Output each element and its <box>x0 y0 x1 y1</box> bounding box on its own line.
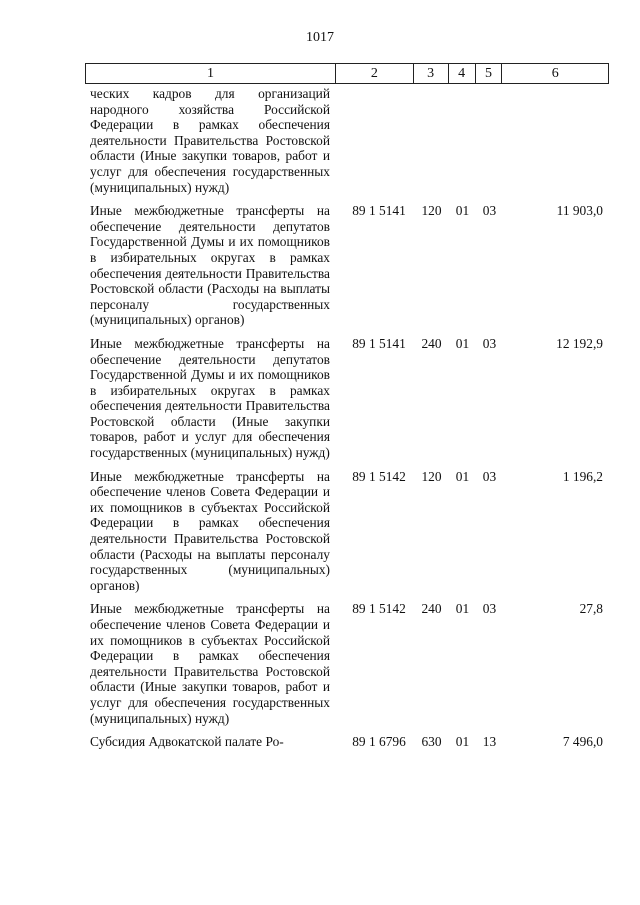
row-subsection: 13 <box>482 734 497 750</box>
row-description: Иные межбюджетные трансферты на обеспечение деятельности депутатов Государственной Думы и их помощников в избирательных округах в рамках обеспечения деятельности Правительства Ростовской области (Расходы на выплаты персоналу государственных (муниципальных) органов) <box>90 203 330 328</box>
column-header-1: 1 <box>86 64 336 83</box>
table-row <box>85 86 609 195</box>
table-row <box>85 734 609 750</box>
row-expense-type: 120 <box>421 468 442 484</box>
row-description: Субсидия Адвокатской палате Ро- <box>90 734 284 750</box>
table-row <box>85 601 609 726</box>
row-section: 01 <box>455 468 470 484</box>
row-amount: 7 496,0 <box>562 734 603 750</box>
row-expense-type: 240 <box>421 335 442 351</box>
row-description: Иные межбюджетные трансферты на обеспечение членов Совета Федерации и их помощников в субъектах Российской Федерации в рамках обеспечения деятельности Правительства Ростовской области (Иные закупки товаров, работ и услуг для обеспечения государственных (муниципальных) нужд) <box>90 601 330 726</box>
row-code: 89 1 5142 <box>352 601 406 617</box>
row-description: Иные межбюджетные трансферты на обеспечение членов Совета Федерации и их помощников в субъектах Российской Федерации в рамках обеспечения деятельности Правительства Ростовской области (Расходы на выплаты персоналу государственных (муниципальных) органов) <box>90 468 330 593</box>
table-body <box>85 86 609 758</box>
row-amount: 27,8 <box>579 601 603 617</box>
row-expense-type <box>414 86 449 195</box>
row-code: 89 1 6796 <box>352 734 406 750</box>
row-code: 89 1 5141 <box>352 203 406 219</box>
row-section: 01 <box>455 734 470 750</box>
table-row <box>85 469 609 594</box>
row-expense-type: 120 <box>421 203 442 219</box>
column-header-2: 2 <box>336 64 414 83</box>
row-expense-type: 630 <box>421 734 442 750</box>
row-description: Иные межбюджетные трансферты на обеспечение деятельности депутатов Государственной Думы и их помощников в избирательных округах в рамках обеспечения деятельности Правительства Ростовской области (Иные закупки товаров, работ и услуг для обеспечения государственных (муниципальных) нужд) <box>90 335 330 461</box>
row-subsection <box>476 86 503 195</box>
row-subsection: 03 <box>482 601 497 617</box>
table-row <box>85 203 609 328</box>
row-subsection: 03 <box>482 335 497 351</box>
row-section: 01 <box>455 601 470 617</box>
page-number: 1017 <box>306 30 334 45</box>
column-header-6: 6 <box>551 66 559 81</box>
table-header <box>85 63 609 84</box>
column-header-4: 4 <box>449 64 476 83</box>
row-section: 01 <box>455 203 470 219</box>
row-subsection: 03 <box>482 203 497 219</box>
row-subsection: 03 <box>482 468 497 484</box>
row-section <box>449 86 476 195</box>
row-code: 89 1 5142 <box>352 468 406 484</box>
row-code: 89 1 5141 <box>352 335 406 351</box>
row-code <box>336 86 414 195</box>
row-section: 01 <box>455 335 470 351</box>
row-amount: 11 903,0 <box>556 203 603 219</box>
row-expense-type: 240 <box>421 601 442 617</box>
column-header-3: 3 <box>414 64 449 83</box>
row-description: ческих кадров для организаций народного хозяйства Российской Федерации в рамках обеспечения деятельности Правительства Ростовской области (Иные закупки товаров, работ и услуг для обеспечения государственных (муниципальных) нужд) <box>90 86 330 195</box>
column-header-5: 5 <box>476 64 503 83</box>
row-amount: 1 196,2 <box>562 468 603 484</box>
row-amount <box>503 86 609 195</box>
row-amount: 12 192,9 <box>556 335 603 351</box>
table-row <box>85 336 609 461</box>
